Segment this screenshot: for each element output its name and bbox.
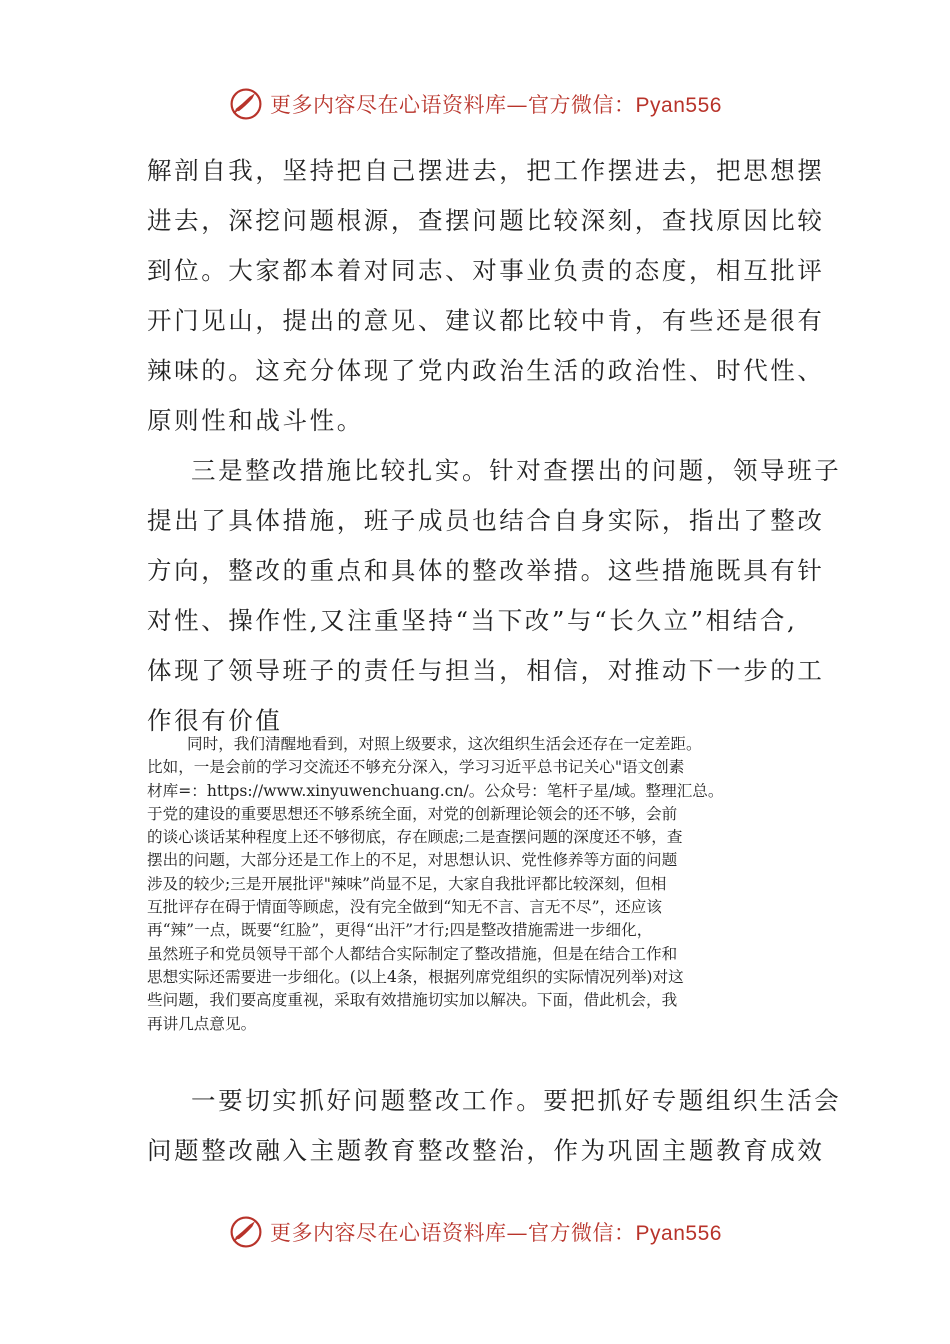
text-line: 进去，深挖问题根源，查摆问题比较深刻，查找原因比较 [147, 206, 825, 235]
text-line: 思想实际还需要进一步细化。(以上4条，根据列席党组织的实际情况列举)对这 [147, 967, 684, 986]
text-line: 的谈心谈话某种程度上还不够彻底，存在顾虑;二是查摆问题的深度还不够，查 [147, 828, 683, 847]
paragraph-3 [147, 733, 817, 1036]
pen-logo-icon [228, 1214, 264, 1250]
header-watermark [0, 82, 950, 126]
text-line: 方向，整改的重点和具体的整改举措。这些措施既具有针 [147, 556, 825, 585]
pen-logo-icon [228, 86, 264, 122]
footer-watermark [0, 1210, 950, 1254]
text-line: 再讲几点意见。 [147, 1014, 257, 1033]
text-line: 涉及的较少;三是开展批评"辣味”尚显不足，大家自我批评都比较深刻，但相 [147, 874, 667, 893]
watermark-text: 更多内容尽在心语资料库—官方微信：Pyan556 [270, 93, 722, 117]
text-line: 于党的建设的重要思想还不够系统全面，对党的创新理论领会的还不够，会前 [147, 804, 678, 823]
text-line: 作很有价值 [147, 706, 283, 735]
text-line: 原则性和战斗性。 [147, 406, 364, 435]
text-line: 一要切实抓好问题整改工作。要把抓好专题组织生活会 [191, 1086, 842, 1115]
text-line: 同时，我们清醒地看到，对照上级要求，这次组织生活会还存在一定差距。 [187, 735, 702, 753]
watermark-text: 更多内容尽在心语资料库—官方微信：Pyan556 [270, 1221, 722, 1245]
text-line: 虽然班子和党员领导干部个人都结合实际制定了整改措施，但是在结合工作和 [147, 944, 678, 963]
text-line: 提出了具体措施，班子成员也结合自身实际，指出了整改 [147, 506, 825, 535]
text-line: 互批评存在碍于情面等顾虑，没有完全做到“知无不言、言无不尽”，还应该 [147, 898, 662, 917]
text-line: 体现了领导班子的责任与担当，相信，对推动下一步的工 [147, 656, 825, 685]
text-line: 辣味的。这充分体现了党内政治生活的政治性、时代性、 [147, 356, 825, 385]
text-line: 摆出的问题，大部分还是工作上的不足，对思想认识、党性修养等方面的问题 [147, 851, 678, 870]
paragraph-1 [147, 146, 825, 446]
paragraph-4 [147, 1076, 842, 1176]
text-line: 比如，一是会前的学习交流还不够充分深入，学习习近平总书记关心"语文创素 [147, 758, 685, 777]
text-line: 些问题，我们要高度重视，采取有效措施切实加以解决。下面，借此机会，我 [147, 991, 678, 1010]
text-line: 问题整改融入主题教育整改整治，作为巩固主题教育成效 [147, 1136, 825, 1165]
text-line: 再“辣”一点，既要“红脸”，更得“出汗”才行;四是整改措施需进一步细化， [147, 921, 653, 940]
text-line: 材库=：https://www.xinyuwenchuang.cn/。公众号：笔杆子星/域。整理汇总。 [147, 781, 724, 800]
text-line: 解剖自我，坚持把自己摆进去，把工作摆进去，把思想摆 [147, 156, 825, 185]
paragraph-2 [147, 446, 842, 746]
text-line: 对性、操作性,又注重坚持“当下改”与“长久立”相结合, [147, 606, 798, 635]
text-line: 到位。大家都本着对同志、对事业负责的态度，相互批评 [147, 256, 825, 285]
text-line: 开门见山，提出的意见、建议都比较中肯，有些还是很有 [147, 306, 825, 335]
text-line: 三是整改措施比较扎实。针对查摆出的问题，领导班子 [191, 456, 842, 485]
